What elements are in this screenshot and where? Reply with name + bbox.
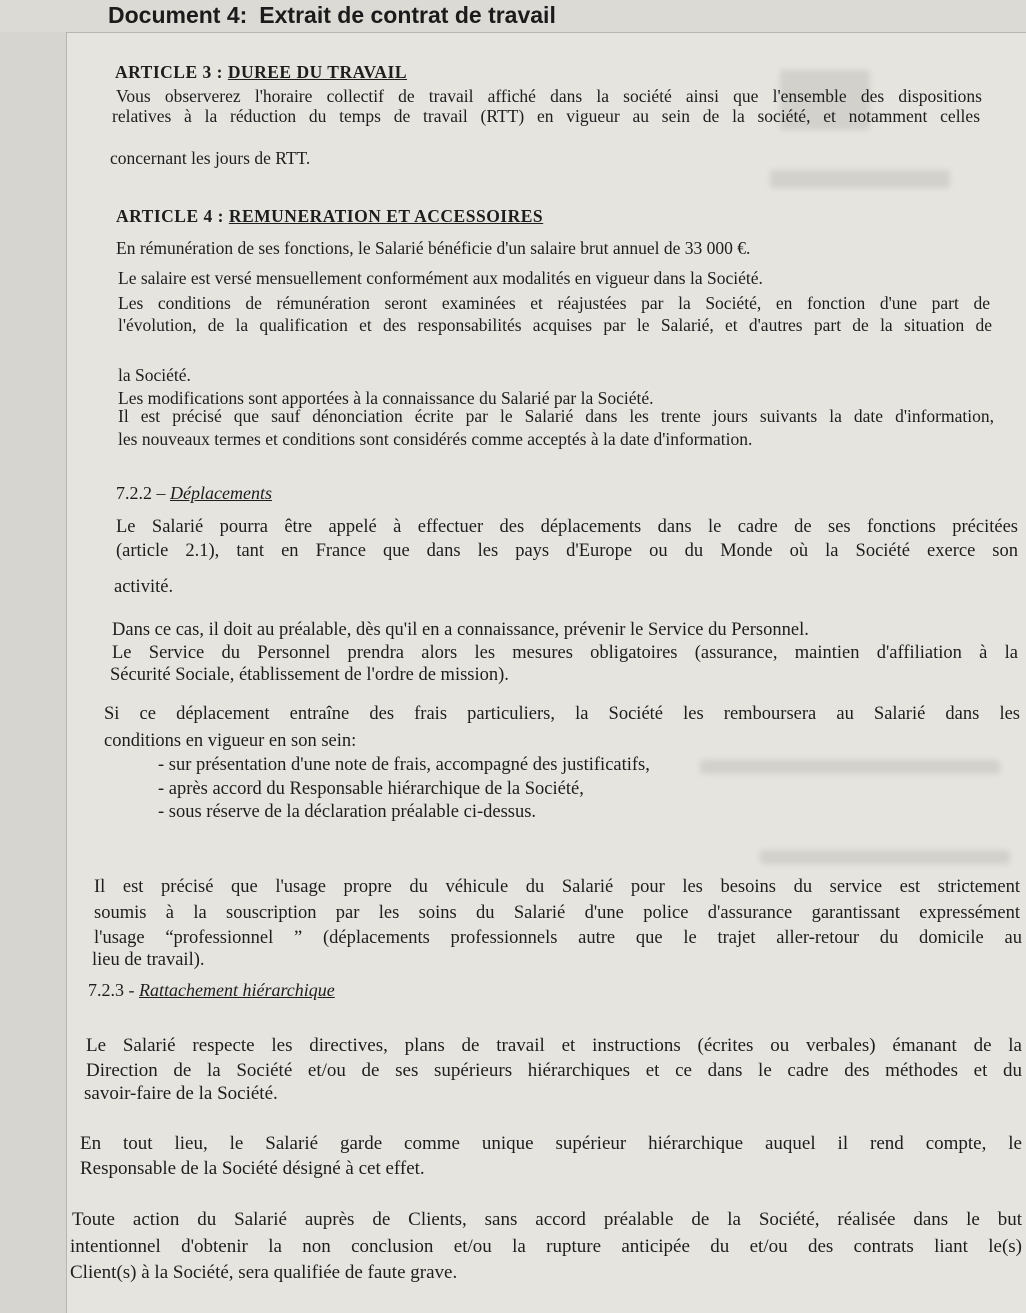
section-723-p3-line-1: Toute action du Salarié auprès de Clients, sans accord préalable de la Société, réalisée dans le but [72, 1209, 1022, 1230]
article4-p1: En rémunération de ses fonctions, le Salarié bénéficie d'un salaire brut annuel de 33 000 €. [116, 238, 751, 258]
section-723-p2-line-1: En tout lieu, le Salarié garde comme unique supérieur hiérarchique auquel il rend compte, le [80, 1133, 1022, 1154]
section-722-p4-line-3: l'usage “professionnel ” (déplacements professionnels autre que le trajet aller-retour du domicile au [94, 928, 1022, 948]
article3-line-3: concernant les jours de RTT. [110, 148, 311, 168]
bleed-through-mark [770, 170, 950, 188]
section-722-p2-line-2: Le Service du Personnel prendra alors les mesures obligatoires (assurance, maintien d'affiliation à la [112, 643, 1018, 663]
section-722-p3-line-2: conditions en vigueur en son sein: [104, 731, 357, 751]
article3-heading [115, 62, 407, 83]
article4-p3-line-3: la Société. [118, 365, 191, 385]
section-723-p2-line-2: Responsable de la Société désigné à cet effet. [80, 1158, 425, 1179]
article4-p4: Les modifications sont apportées à la connaissance du Salarié par la Société. [118, 388, 654, 408]
article3-line-1: Vous observerez l'horaire collectif de travail affiché dans la société ainsi que l'ensemble des dispositions [116, 86, 982, 106]
article4-p5-line-1: Il est précisé que sauf dénonciation écrite par le Salarié dans les trente jours suivants la date d'information, [118, 406, 994, 426]
section-723-p3-line-3: Client(s) à la Société, sera qualifiée de faute grave. [70, 1262, 458, 1283]
article4-p3-line-2: l'évolution, de la qualification et des responsabilités acquises par le Salarié, et d'autres part de la situation de [118, 315, 992, 335]
section-722-p1-line-1: Le Salarié pourra être appelé à effectuer des déplacements dans le cadre de ses fonctions précitées [116, 517, 1018, 537]
article4-p3-line-1: Les conditions de rémunération seront examinées et réajustées par la Société, en fonction d'une part de [118, 293, 990, 313]
article4-title: REMUNERATION ET ACCESSOIRES [228, 206, 544, 226]
article4-p2: Le salaire est versé mensuellement conformément aux modalités en vigueur dans la Société. [118, 268, 763, 288]
section-723-title: Rattachement hiérarchique [139, 980, 335, 1000]
section-722-p2-line-3: Sécurité Sociale, établissement de l'ordre de mission). [110, 665, 509, 685]
section-722-p4-line-4: lieu de travail). [92, 950, 205, 970]
article3-line-2: relatives à la réduction du temps de travail (RTT) en vigueur au sein de la société, et notamment celles [112, 106, 980, 126]
document-title-text: Extrait de contrat de travail [259, 2, 556, 28]
section-723-heading [88, 980, 335, 1001]
document-header [0, 0, 1026, 32]
section-722-p2-line-1: Dans ce cas, il doit au préalable, dès qu'il en a connaissance, prévenir le Service du Personnel. [112, 620, 809, 640]
section-722-p4-line-2: soumis à la souscription par les soins du Salarié d'une police d'assurance garantissant expressément [94, 903, 1020, 923]
section-723-p1-line-1: Le Salarié respecte les directives, plans de travail et instructions (écrites ou verbales) émanant de la [86, 1035, 1022, 1056]
section-722-bullet-2: - après accord du Responsable hiérarchique de la Société, [158, 779, 584, 799]
document-title [108, 2, 556, 29]
section-723-number: 7.2.3 - [88, 980, 135, 1000]
section-722-bullet-3: - sous réserve de la déclaration préalable ci-dessus. [158, 802, 537, 822]
section-722-p1-line-2: (article 2.1), tant en France que dans les pays d'Europe ou du Monde où la Société exerce son [116, 541, 1018, 561]
section-723-p3-line-2: intentionnel d'obtenir la non conclusion et/ou la rupture anticipée du et/ou des contrats liant le(s) [70, 1236, 1022, 1257]
bleed-through-mark [760, 850, 1010, 864]
section-722-heading [116, 483, 272, 504]
section-722-p3-line-1: Si ce déplacement entraîne des frais particuliers, la Société les remboursera au Salarié dans les [104, 704, 1020, 724]
article3-title: DUREE DU TRAVAIL [227, 62, 408, 82]
bleed-through-mark [700, 760, 1000, 774]
article4-p5-line-2: les nouveaux termes et conditions sont considérés comme acceptés à la date d'information. [118, 429, 753, 449]
section-722-title: Déplacements [170, 483, 272, 503]
section-722-p4-line-1: Il est précisé que l'usage propre du véhicule du Salarié pour les besoins du service est strictement [94, 877, 1020, 897]
section-722-number: 7.2.2 – [116, 483, 166, 503]
article4-number: ARTICLE 4 : [116, 206, 224, 226]
section-723-p1-line-2: Direction de la Société et/ou de ses supérieurs hiérarchiques et ce dans le cadre des méthodes et du [86, 1060, 1022, 1081]
article3-number: ARTICLE 3 : [115, 62, 223, 82]
section-723-p1-line-3: savoir-faire de la Société. [84, 1083, 278, 1104]
section-722-p1-line-3: activité. [114, 577, 174, 597]
article4-heading [116, 206, 543, 227]
document-label: Document 4: [108, 2, 248, 28]
section-722-bullet-1: - sur présentation d'une note de frais, accompagné des justificatifs, [158, 755, 650, 775]
